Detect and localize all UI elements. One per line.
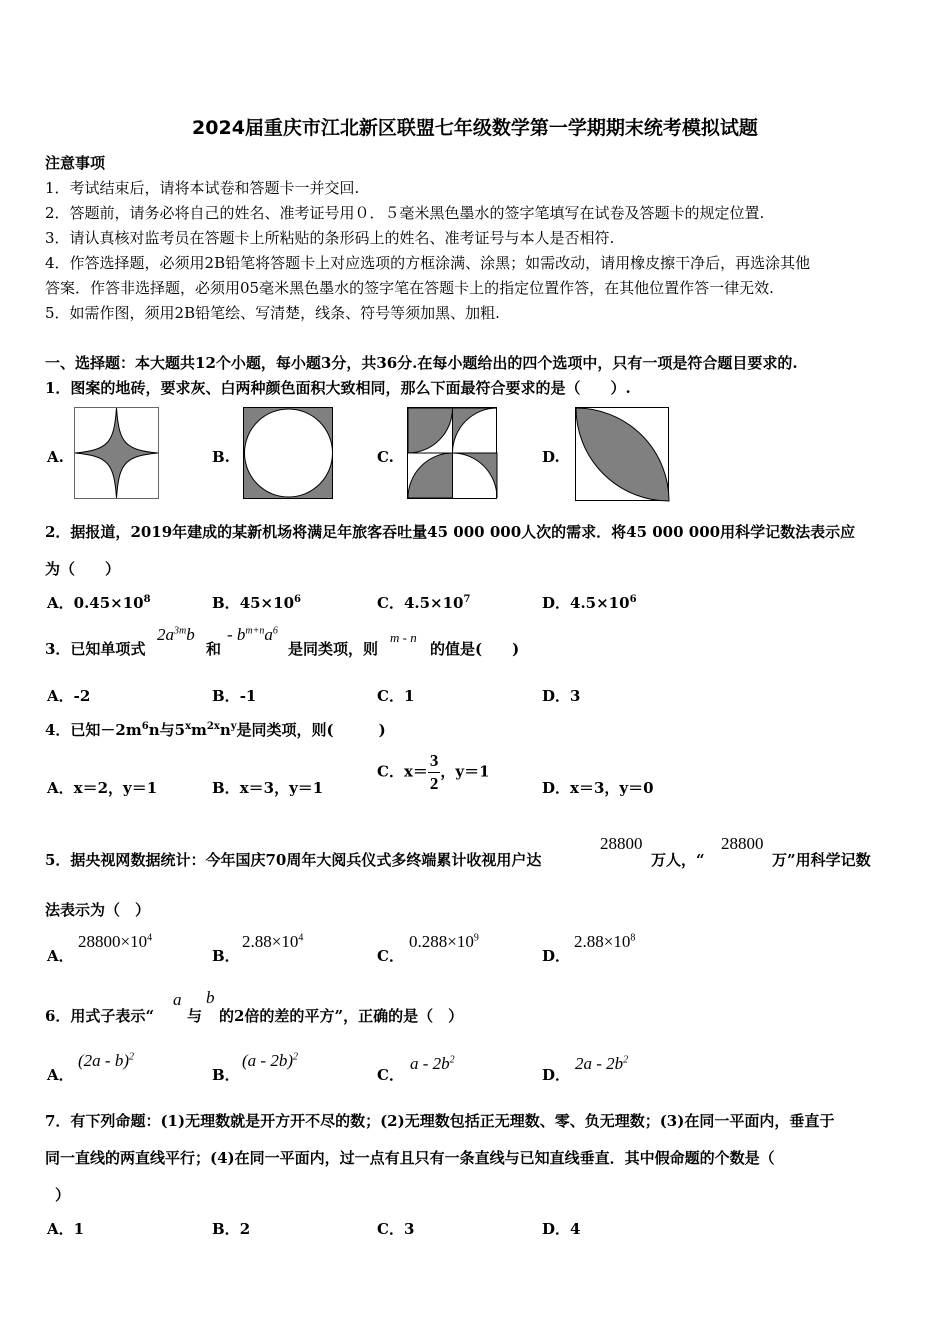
q5-option-a-value: $28800\times 10^4$ bbox=[78, 932, 153, 951]
notice-item: 4．作答选择题，必须用2B铅笔将答题卡上对应选项的方框涂满、涂黑；如需改动，请用橡皮擦干净后，再选涂其他 bbox=[45, 254, 811, 272]
q3-expression: m - n bbox=[390, 630, 417, 645]
question-7-stem-end: ） bbox=[55, 1186, 71, 1204]
q7-option-a: A．1 bbox=[47, 1220, 85, 1238]
notice-item: 2．答题前，请务必将自己的姓名、准考证号用０．５毫米黑色墨水的签字笔填写在试卷及答题卡的规定位置. bbox=[45, 204, 765, 222]
q1-option-a-label: A. bbox=[47, 448, 64, 466]
question-5-stem-a: 5．据央视网数据统计：今年国庆70周年大阅兵仪式多终端累计收视用户达 bbox=[45, 851, 542, 869]
question-4-stem: 4．已知$-2m^6n$与$5^xm^{2x}n^y$是同类项，则( ) bbox=[45, 721, 386, 739]
page-title: 2024届重庆市江北新区联盟七年级数学第一学期期末统考模拟试题 bbox=[192, 117, 758, 139]
question-7-stem-cont: 同一直线的两直线平行；(4)在同一平面内，过一点有且只有一条直线与已知直线垂直．其中假命题的个数是（ bbox=[45, 1149, 775, 1167]
q6-var-a: a bbox=[173, 990, 182, 1009]
q2-option-a: A．$0.45\times 10^8$ bbox=[47, 594, 151, 612]
question-6-stem-a: 6．用式子表示“ bbox=[45, 1007, 155, 1025]
q5-number-1: 28800 bbox=[600, 834, 643, 853]
q3-monomial-2: - $b^{m+n}a^6$ bbox=[227, 625, 278, 644]
question-5-stem-c: 万”用科学记数 bbox=[772, 851, 871, 869]
question-5-stem-cont: 法表示为（ ） bbox=[45, 901, 151, 919]
q6-option-d-label: D． bbox=[542, 1066, 571, 1084]
question-7-stem: 7．有下列命题：(1)无理数就是开方开不尽的数；(2)无理数包括正无理数、零、负无理数；(3)在同一平面内，垂直于 bbox=[45, 1112, 835, 1130]
notice-item: 答案．作答非选择题，必须用05毫米黑色墨水的签字笔在答题卡上的指定位置作答，在其他位置作答一律无效. bbox=[45, 279, 774, 297]
q7-option-b: B．2 bbox=[212, 1220, 251, 1238]
q6-option-a-value: (2a - b)$^2$ bbox=[78, 1051, 134, 1070]
q7-option-d: D．4 bbox=[542, 1220, 581, 1238]
q6-option-c-label: C． bbox=[377, 1066, 404, 1084]
q3-mid: 是同类项，则 bbox=[288, 640, 379, 658]
q4-option-c: C．x＝ $\frac{3}{2}$ ，y＝1 bbox=[377, 751, 490, 793]
q6-var-b: b bbox=[206, 988, 215, 1007]
q3-option-c: C．1 bbox=[377, 687, 415, 705]
q5-option-d-value: $2.88\times 10^8$ bbox=[574, 932, 636, 951]
q2-option-b: B．$45\times 10^6$ bbox=[212, 594, 301, 612]
notice-heading: 注意事项 bbox=[45, 154, 106, 172]
question-6-stem-c: 的2倍的差的平方”，正确的是（ ） bbox=[219, 1007, 464, 1025]
question-2-stem-cont: 为（ ） bbox=[45, 560, 121, 578]
q6-option-b-value: (a - 2b)$^2$ bbox=[242, 1051, 298, 1070]
q5-option-c-value: $0.288\times 10^9$ bbox=[409, 932, 479, 951]
q5-option-d-label: D． bbox=[542, 947, 571, 965]
q5-option-c-label: C． bbox=[377, 947, 404, 965]
q1-option-b-label: B. bbox=[212, 448, 230, 466]
q5-option-b-value: $2.88\times 10^4$ bbox=[242, 932, 304, 951]
q1-option-c-figure bbox=[407, 407, 498, 500]
q5-number-2: 28800 bbox=[721, 834, 764, 853]
q1-option-c-label: C. bbox=[377, 448, 394, 466]
question-5-stem-b: 万人，“ bbox=[651, 851, 705, 869]
notice-item: 5．如需作图，须用2B铅笔绘、写清楚，线条、符号等须加黑、加粗. bbox=[45, 304, 500, 322]
q3-suffix: 的值是( ) bbox=[430, 640, 520, 658]
q1-option-d-label: D. bbox=[542, 448, 560, 466]
q4-option-a: A．x＝2，y＝1 bbox=[47, 779, 158, 797]
q3-option-d: D．3 bbox=[542, 687, 581, 705]
question-2-stem: 2．据报道，2019年建成的某新机场将满足年旅客吞吐量45 000 000人次的需求．将45 000 000用科学记数法表示应 bbox=[45, 523, 856, 541]
q6-option-d-value: $2a - 2b^2$ bbox=[575, 1054, 629, 1073]
q1-option-a-figure bbox=[74, 407, 160, 500]
q3-and: 和 bbox=[206, 640, 222, 658]
question-6-stem-b: 与 bbox=[187, 1007, 203, 1025]
q4-option-d: D．x＝3，y＝0 bbox=[542, 779, 654, 797]
q2-option-d: D．$4.5\times 10^6$ bbox=[542, 594, 637, 612]
q3-option-b: B．-1 bbox=[212, 687, 257, 705]
q5-option-b-label: B． bbox=[212, 947, 240, 965]
q5-option-a-label: A． bbox=[47, 947, 74, 965]
q1-option-b-figure bbox=[243, 407, 334, 500]
q6-option-c-value: a - $2b^2$ bbox=[410, 1054, 455, 1073]
q7-option-c: C．3 bbox=[377, 1220, 415, 1238]
notice-item: 3．请认真核对监考员在答题卡上所粘贴的条形码上的姓名、准考证号与本人是否相符. bbox=[45, 229, 615, 247]
q6-option-b-label: B． bbox=[212, 1066, 240, 1084]
q1-option-d-figure bbox=[575, 407, 670, 502]
question-1-stem: 1．图案的地砖，要求灰、白两种颜色面积大致相同，那么下面最符合要求的是（ ）. bbox=[45, 379, 631, 397]
q4-option-b: B．x＝3，y＝1 bbox=[212, 779, 324, 797]
fraction: $\frac{3}{2}$ bbox=[429, 751, 439, 793]
section-heading: 一、选择题：本大题共12个小题，每小题3分，共36分.在每小题给出的四个选项中，只有一项是符合题目要求的. bbox=[45, 354, 798, 372]
q3-option-a: A．-2 bbox=[47, 687, 91, 705]
q3-monomial-1: $2a^{3m}b$ bbox=[157, 625, 195, 644]
q2-option-c: C．$4.5\times 10^7$ bbox=[377, 594, 471, 612]
question-3-prefix: 3．已知单项式 bbox=[45, 640, 146, 658]
notice-item: 1．考试结束后，请将本试卷和答题卡一并交回. bbox=[45, 179, 360, 197]
q6-option-a-label: A． bbox=[47, 1066, 74, 1084]
